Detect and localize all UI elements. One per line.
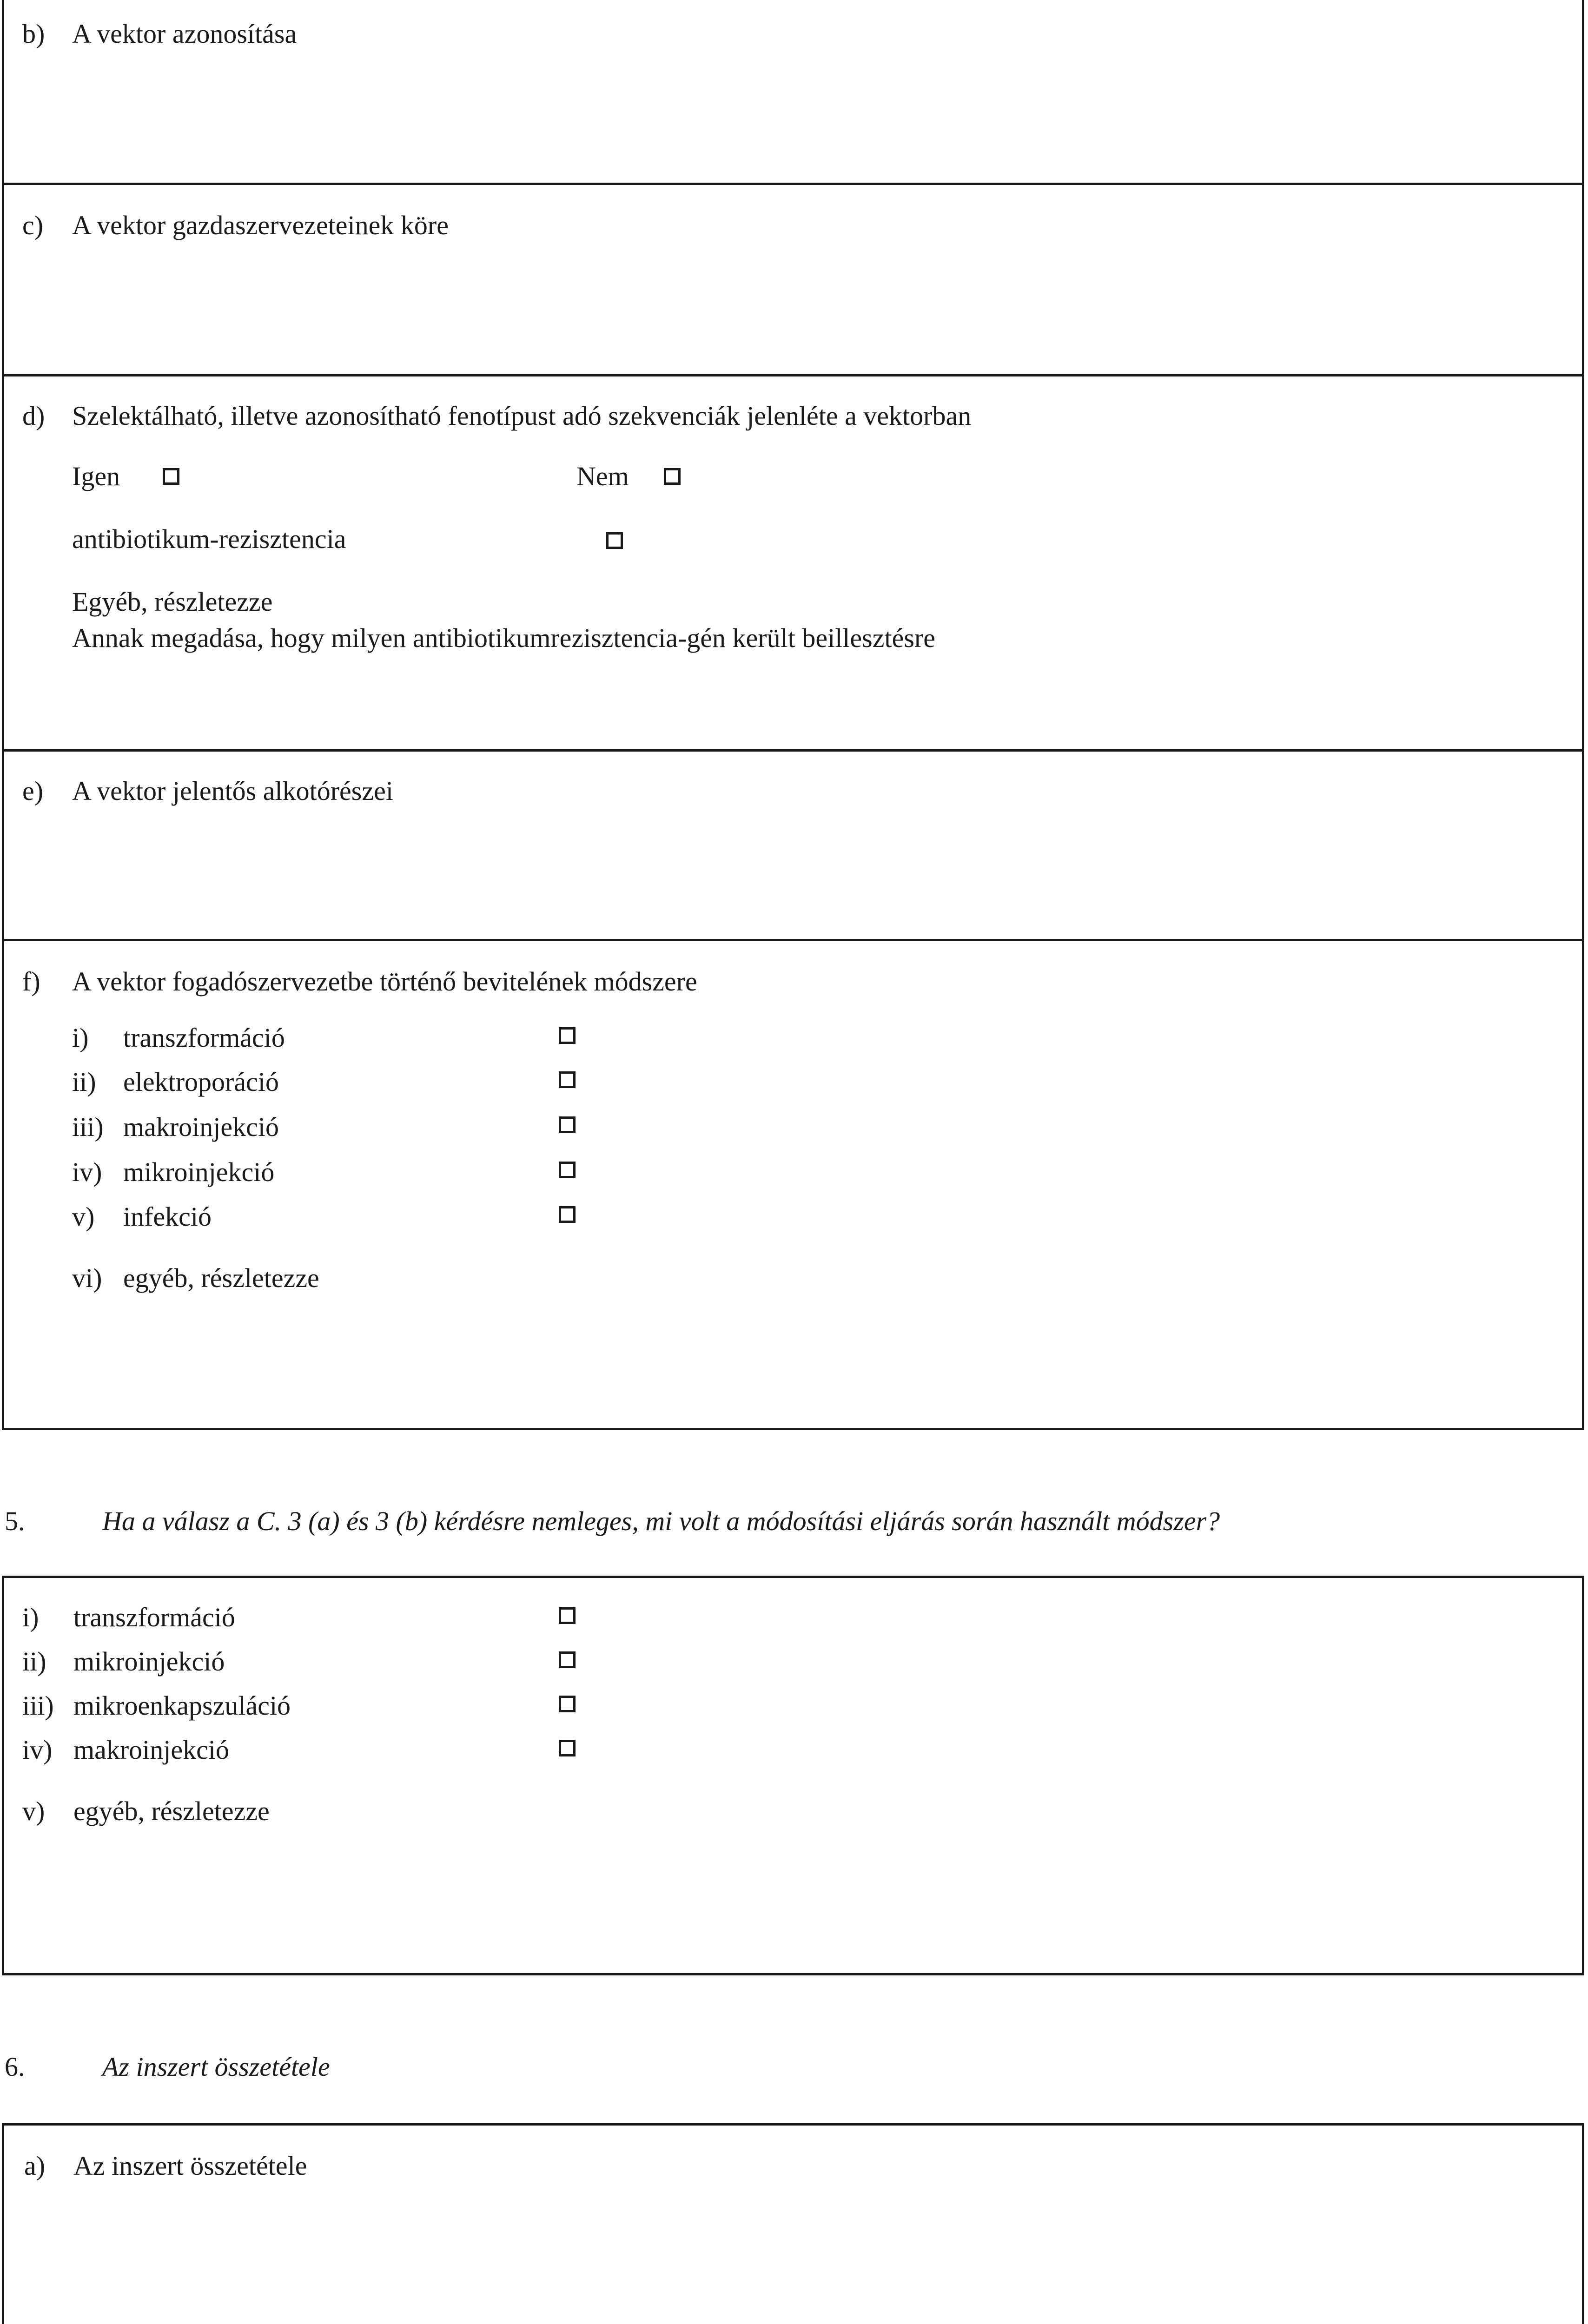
item-letter-c: c) <box>22 210 44 240</box>
modification-method-table <box>2 1576 1584 1975</box>
no-checkbox[interactable] <box>664 468 681 485</box>
row-divider <box>2 749 1584 752</box>
section-6-number: 6. <box>5 2052 25 2082</box>
method-label: infekció <box>123 1202 212 1232</box>
row-divider <box>2 939 1584 941</box>
yes-checkbox[interactable] <box>163 468 179 485</box>
method-label: makroinjekció <box>73 1735 230 1765</box>
other-specify-label: Egyéb, részletezze <box>72 587 273 617</box>
insert-composition-label: Az inszert összetétele <box>73 2151 307 2181</box>
method-label: egyéb, részletezze <box>73 1796 270 1826</box>
method-label: mikroenkapszuláció <box>73 1690 291 1721</box>
item-letter-e: e) <box>22 776 44 806</box>
method-label: elektroporáció <box>123 1067 279 1097</box>
method-number: iii) <box>22 1690 54 1721</box>
selectable-sequences-label: Szelektálható, illetve azonosítható fenotípust adó szekvenciák jelenléte a vektorban <box>72 401 972 431</box>
transformation-checkbox[interactable] <box>559 1607 576 1624</box>
method-number: ii) <box>72 1067 96 1097</box>
method-label: transzformáció <box>123 1023 285 1053</box>
row-divider <box>2 374 1584 376</box>
infection-checkbox[interactable] <box>559 1206 576 1223</box>
transformation-checkbox[interactable] <box>559 1027 576 1044</box>
method-number: iv) <box>72 1157 102 1187</box>
method-label: transzformáció <box>73 1602 235 1632</box>
method-number: vi) <box>72 1263 102 1293</box>
microinjection-checkbox[interactable] <box>559 1651 576 1668</box>
antibiotic-resistance-checkbox[interactable] <box>606 532 623 549</box>
method-number: v) <box>72 1202 95 1232</box>
vector-identification-label: A vektor azonosítása <box>72 19 297 49</box>
method-label: makroinjekció <box>123 1112 279 1142</box>
method-number: iii) <box>72 1112 104 1142</box>
antibiotic-resistance-label: antibiotikum-rezisztencia <box>72 524 346 554</box>
method-number: i) <box>22 1602 39 1632</box>
antibiotic-gene-specify-label: Annak megadása, hogy milyen antibiotikumrezisztencia-gén került beillesztésre <box>72 623 935 653</box>
vector-components-label: A vektor jelentős alkotórészei <box>72 776 393 806</box>
microinjection-checkbox[interactable] <box>559 1162 576 1178</box>
electroporation-checkbox[interactable] <box>559 1071 576 1088</box>
macroinjection-checkbox[interactable] <box>559 1116 576 1133</box>
method-label: mikroinjekció <box>73 1646 225 1677</box>
vector-introduction-method-label: A vektor fogadószervezetbe történő bevitelének módszere <box>72 966 697 997</box>
item-letter-f: f) <box>22 966 40 997</box>
method-label: egyéb, részletezze <box>123 1263 319 1293</box>
vector-host-range-label: A vektor gazdaszervezeteinek köre <box>72 210 449 240</box>
item-letter-d: d) <box>22 401 45 431</box>
no-label: Nem <box>576 461 629 491</box>
method-number: i) <box>72 1023 89 1053</box>
macroinjection-checkbox[interactable] <box>559 1740 576 1756</box>
method-label: mikroinjekció <box>123 1157 275 1187</box>
item-letter-b: b) <box>22 19 45 49</box>
section-5-number: 5. <box>5 1506 25 1536</box>
yes-label: Igen <box>72 461 120 491</box>
microencapsulation-checkbox[interactable] <box>559 1696 576 1712</box>
section-5-question: Ha a válasz a C. 3 (a) és 3 (b) kérdésre nemleges, mi volt a módosítási eljárás során használt módszer? <box>102 1506 1220 1536</box>
item-letter-a: a) <box>24 2151 46 2181</box>
method-number: iv) <box>22 1735 53 1765</box>
method-number: v) <box>22 1796 45 1826</box>
section-6-title: Az inszert összetétele <box>102 2052 330 2082</box>
row-divider <box>2 183 1584 185</box>
method-number: ii) <box>22 1646 46 1677</box>
